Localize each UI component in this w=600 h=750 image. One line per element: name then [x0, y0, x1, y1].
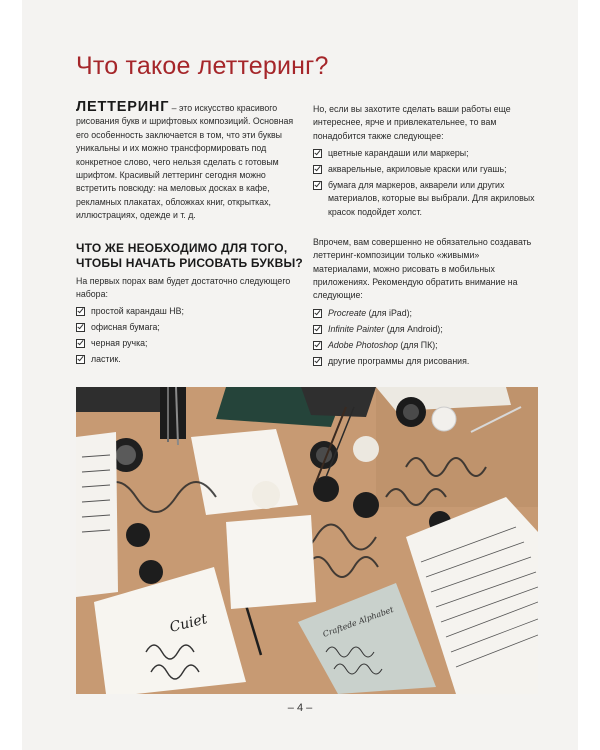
- extra-supplies-list: [313, 147, 538, 219]
- app-platform: (для Android);: [384, 323, 443, 334]
- list-item-text: акварельные, акриловые краски или гуашь;: [328, 164, 507, 175]
- checkbox-icon: [76, 323, 85, 332]
- checkbox-icon: [313, 149, 322, 158]
- list-item: [313, 179, 538, 219]
- extra-supplies-intro: Но, если вы захотите сделать ваши работы еще интереснее, ярче и привлекательнее, то вам понадобится также следующее:: [313, 104, 511, 141]
- checkbox-icon: [313, 357, 322, 366]
- list-item-text: офисная бумага;: [91, 322, 160, 333]
- app-name: Procreate: [328, 307, 367, 318]
- sheet-lettering: Cuiet: [168, 611, 209, 636]
- list-item-text: черная ручка;: [91, 338, 148, 349]
- list-item: [313, 323, 538, 336]
- page-number: – 4 –: [287, 702, 313, 714]
- list-item: [76, 337, 306, 350]
- intro-paragraph: [76, 101, 306, 223]
- list-item-text: цветные карандаши или маркеры;: [328, 148, 469, 159]
- app-platform: (для iPad);: [366, 307, 412, 318]
- right-column: [313, 103, 538, 370]
- list-item: [313, 339, 538, 352]
- list-item: [313, 355, 538, 368]
- basic-supplies-list: [76, 305, 306, 366]
- apps-list: [313, 307, 538, 368]
- list-item: [76, 321, 306, 334]
- section-intro: На первых порах вам будет достаточно следующего набора:: [76, 275, 291, 300]
- lettering-supplies-photo: [76, 387, 538, 694]
- page-title: Что такое леттеринг?: [76, 52, 329, 80]
- list-item-text: бумага для маркеров, акварели или других материалов, которые вы выбрали. Для акриловых красок подойдет холст.: [328, 180, 535, 217]
- list-item-text: другие программы для рисования.: [328, 355, 470, 366]
- checkbox-icon: [313, 165, 322, 174]
- checkbox-icon: [76, 307, 85, 316]
- app-name: Infinite Painter: [328, 323, 385, 334]
- left-column: [76, 101, 306, 369]
- list-item: [313, 307, 538, 320]
- checkbox-icon: [313, 181, 322, 190]
- list-item: [313, 147, 538, 160]
- section-heading: ЧТО ЖЕ НЕОБХОДИМО ДЛЯ ТОГО, ЧТОБЫ НАЧАТЬ РИСОВАТЬ БУКВЫ?: [76, 240, 303, 270]
- checkbox-icon: [76, 355, 85, 364]
- checkbox-icon: [313, 325, 322, 334]
- app-platform: (для ПК);: [397, 339, 438, 350]
- list-item: [76, 305, 306, 318]
- list-item: [76, 353, 306, 366]
- list-item-text: ластик.: [91, 354, 121, 365]
- checkbox-icon: [313, 309, 322, 318]
- checkbox-icon: [76, 339, 85, 348]
- intro-text: – это искусство красивого рисования букв и шрифтовых композиций. Основная его особенность заключается в том, что эти буквы уникальны и их можно трансформировать под конкретное слово, чего нельзя сделать с готовым шрифтом. Красивый леттеринг сегодня можно встретить повсюду: на меловых досках в кафе, рекламных плакатах, обложках книг, открытках, иллюстрациях, одежде и т. д.: [76, 103, 294, 221]
- intro-lead-word: ЛЕТТЕРИНГ: [76, 99, 170, 115]
- list-item-text: простой карандаш НВ;: [91, 306, 184, 317]
- sheet-title: Craftede Alphabet: [321, 604, 395, 639]
- pen-holder: [160, 387, 186, 439]
- book-page: [22, 0, 578, 750]
- apps-intro: Впрочем, вам совершенно не обязательно создавать леттеринг-композиции только «живыми» материалами, можно рисовать в мобильных приложениях. Рекомендую обратить внимание на следующие:: [313, 236, 532, 301]
- checkbox-icon: [313, 341, 322, 350]
- list-item: [313, 163, 538, 176]
- app-name: Adobe Photoshop: [328, 339, 398, 350]
